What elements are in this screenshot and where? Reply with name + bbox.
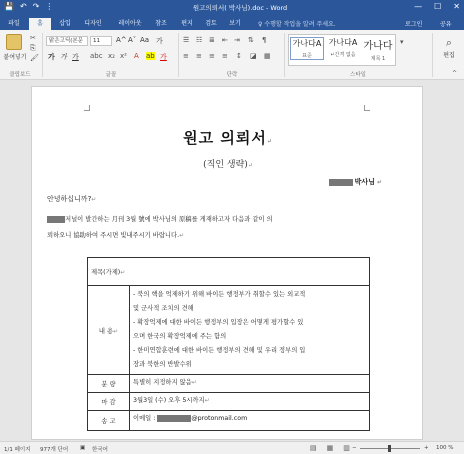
length-label: 분 량 xyxy=(101,381,116,388)
table-row xyxy=(88,375,370,393)
greeting-text: 안녕하십니까? xyxy=(47,195,92,203)
body-text: 뢰하오니 協助하여 주시면 빛내주시기 바랍니다. xyxy=(47,232,180,239)
title-cell[interactable] xyxy=(88,258,370,286)
tab-home[interactable]: 홈 xyxy=(29,18,51,30)
style-normal[interactable] xyxy=(290,37,324,60)
subscript-icon[interactable]: x₂ xyxy=(108,52,115,60)
zoom-out-button[interactable]: − xyxy=(352,445,357,451)
group-divider xyxy=(178,33,179,77)
style-no-spacing[interactable] xyxy=(326,37,360,58)
paragraph-mark: ↵ xyxy=(191,379,197,386)
editing-button[interactable] xyxy=(438,36,460,59)
print-layout-icon[interactable]: ▦ xyxy=(326,444,334,452)
tab-view[interactable]: 보기 xyxy=(229,20,241,27)
borders-icon[interactable]: ▦ xyxy=(264,52,271,60)
content-line: - 확장억제에 대한 바이든 행정부의 입장은 어떻게 평가할수 있 xyxy=(133,319,304,326)
tell-me-search[interactable]: ♀ 수행할 작업을 알려 주세요. xyxy=(258,21,336,28)
status-bar xyxy=(0,441,464,454)
decrease-indent-icon[interactable]: ⇤ xyxy=(222,36,228,44)
title-label: 제목(가제) xyxy=(91,269,121,276)
styles-group-label: 스타일 xyxy=(350,72,366,78)
ribbon-home xyxy=(0,30,464,80)
bullets-icon[interactable]: ☰ xyxy=(183,36,190,44)
body-text: 저널이 발간하는 月刊 3월 號에 박사님의 原稿를 게재하고자 다음과 같이 의 xyxy=(65,216,273,223)
highlight-icon[interactable]: ab xyxy=(146,52,155,60)
recipient-suffix: 박사님 xyxy=(354,178,375,186)
undo-icon[interactable]: ↶ xyxy=(19,2,27,11)
group-divider xyxy=(432,33,433,77)
tab-insert[interactable]: 삽입 xyxy=(59,20,71,27)
tab-design[interactable]: 디자인 xyxy=(84,20,102,27)
paragraph-group-label: 단락 xyxy=(226,72,238,78)
align-center-icon[interactable]: ≡ xyxy=(196,52,202,60)
font-size-select[interactable]: 11 xyxy=(90,36,112,46)
styles-gallery xyxy=(288,34,396,66)
redacted-org xyxy=(47,216,65,223)
zoom-slider-thumb[interactable] xyxy=(388,445,391,452)
sort-icon[interactable]: ⇅ xyxy=(248,36,254,44)
change-case-button[interactable]: Aa xyxy=(140,36,150,44)
clipboard-group-label: 클립보드 xyxy=(9,72,31,78)
tab-mailings[interactable]: 편지 xyxy=(181,20,193,27)
length-cell[interactable] xyxy=(130,375,370,393)
paragraph-mark: ↵ xyxy=(204,397,210,404)
bold-button[interactable]: 가 xyxy=(48,53,55,61)
paste-icon[interactable] xyxy=(6,34,22,50)
word-count[interactable]: 977개 단어 xyxy=(40,447,69,453)
editing-label: 편집 xyxy=(443,52,455,59)
redacted-name xyxy=(329,179,353,186)
style-sample: 가나다A xyxy=(292,39,322,48)
close-button[interactable]: ✕ xyxy=(453,2,460,11)
redo-icon[interactable]: ↷ xyxy=(32,2,40,11)
superscript-icon[interactable]: x² xyxy=(120,52,127,60)
strikethrough-icon[interactable]: abc xyxy=(90,52,103,60)
font-group-label: 글꼴 xyxy=(105,72,117,78)
table-row xyxy=(88,258,370,286)
paragraph-mark: ↵ xyxy=(120,269,126,276)
italic-button[interactable]: 가 xyxy=(60,53,67,61)
crop-mark xyxy=(84,105,90,111)
clear-format-button[interactable]: 가 xyxy=(156,37,163,45)
greeting-line xyxy=(47,194,96,204)
document-subtitle xyxy=(32,157,423,170)
table-row xyxy=(88,393,370,411)
customize-qat-icon[interactable]: ⋮ xyxy=(45,2,54,11)
styles-more-icon[interactable]: ▾ xyxy=(400,38,404,46)
proofing-icon[interactable]: ▣ xyxy=(80,445,86,451)
collapse-ribbon-icon[interactable]: ^ xyxy=(452,70,458,77)
content-line: - 한미연합훈련에 대한 바이든 행정부의 견해 및 우리 정부의 입 xyxy=(133,347,306,354)
save-icon[interactable]: 💾 xyxy=(4,2,14,11)
window-title: 원고의뢰서( 박사님).doc - Word xyxy=(192,4,288,12)
paragraph-mark: ↵ xyxy=(376,178,382,186)
content-line: 장과 북한의 반발수위 xyxy=(133,361,192,368)
share-button[interactable]: 공유 xyxy=(440,21,452,28)
zoom-in-button[interactable]: + xyxy=(424,445,429,451)
table-row xyxy=(88,286,370,375)
title-bar xyxy=(0,0,464,16)
minimize-button[interactable]: — xyxy=(414,2,423,11)
line-spacing-icon[interactable]: ↕ xyxy=(236,52,242,60)
shrink-font-button[interactable]: Aˇ xyxy=(128,36,137,44)
window-controls xyxy=(414,2,460,11)
view-buttons xyxy=(310,444,350,452)
send-label-cell[interactable] xyxy=(88,411,130,431)
send-label: 송 고 xyxy=(101,418,116,425)
style-name: ↵간격 없음 xyxy=(330,52,356,58)
document-title xyxy=(32,127,423,148)
document-page[interactable] xyxy=(31,86,423,440)
style-sample: 가나다A xyxy=(328,38,358,47)
page-count[interactable]: 1/1 페이지 xyxy=(4,447,31,453)
table-row xyxy=(88,411,370,431)
length-label-cell[interactable] xyxy=(88,375,130,393)
content-line: 및 군사적 조치의 견해 xyxy=(133,305,194,312)
maximize-button[interactable]: ☐ xyxy=(434,2,442,11)
content-label: 내 용 xyxy=(98,327,114,335)
content-line: - 북의 핵을 억제하기 위해 바이든 행정부가 취할수 있는 외교적 xyxy=(133,291,306,298)
shading-icon[interactable]: ◪ xyxy=(250,52,257,60)
recipient-line xyxy=(329,177,382,187)
crop-mark xyxy=(364,105,370,111)
paragraph-mark: ↵ xyxy=(247,162,253,169)
style-name: 표준 xyxy=(302,53,312,59)
paragraph-mark: ↵ xyxy=(113,327,119,335)
body-line-1 xyxy=(47,214,273,223)
send-cell[interactable] xyxy=(130,411,370,431)
content-label-cell[interactable] xyxy=(88,286,130,375)
document-canvas[interactable] xyxy=(0,81,464,440)
redacted-email-user xyxy=(157,415,191,422)
deadline-label-cell[interactable] xyxy=(88,393,130,411)
body-line-2 xyxy=(47,230,184,239)
show-marks-icon[interactable]: ¶ xyxy=(262,36,267,44)
request-table xyxy=(87,257,370,431)
ribbon-tab-bar xyxy=(0,16,464,30)
quick-access-toolbar xyxy=(4,2,53,11)
multilevel-list-icon[interactable]: ≣ xyxy=(209,36,215,44)
tab-references[interactable]: 참조 xyxy=(155,20,167,27)
align-left-icon[interactable]: ≡ xyxy=(183,52,189,60)
zoom-level[interactable]: 100 % xyxy=(436,445,454,451)
deadline-value: 3월3일 (수) 오후 5시까지 xyxy=(133,397,205,404)
cut-icon[interactable]: ✂ xyxy=(30,34,36,42)
content-line: 으며 한국의 확장억제에 주는 함의 xyxy=(133,333,227,340)
read-mode-icon[interactable]: ▤ xyxy=(310,444,317,452)
length-value: 특별히 지정하지 않음 xyxy=(133,379,192,386)
tab-review[interactable]: 검토 xyxy=(205,20,217,27)
paragraph-mark: ↵ xyxy=(266,138,273,145)
text-effects-icon[interactable]: A xyxy=(134,52,139,60)
email-prefix: 이메일 : xyxy=(133,415,158,422)
tab-layout[interactable]: 레이아웃 xyxy=(118,20,142,27)
align-right-icon[interactable]: ≡ xyxy=(209,52,215,60)
underline-button[interactable]: 가 xyxy=(72,53,79,61)
numbering-icon[interactable]: ☷ xyxy=(196,36,203,44)
style-sample: 가나다 xyxy=(363,41,393,52)
font-color-icon[interactable]: 가 xyxy=(160,53,167,61)
search-icon: ⌕ xyxy=(445,36,453,49)
grow-font-button[interactable]: A^ xyxy=(116,36,127,44)
web-layout-icon[interactable]: ▥ xyxy=(343,444,350,452)
copy-icon[interactable]: ⎘ xyxy=(30,44,36,52)
paragraph-mark: ↵ xyxy=(91,196,97,203)
style-heading-1[interactable] xyxy=(361,37,395,62)
increase-indent-icon[interactable]: ⇥ xyxy=(234,36,240,44)
signin-link[interactable]: 로그인 xyxy=(405,21,423,28)
justify-icon[interactable]: ≡ xyxy=(222,52,228,60)
style-name: 제목 1 xyxy=(370,56,386,62)
paste-button-label[interactable]: 붙여넣기 xyxy=(3,54,27,61)
group-divider xyxy=(42,33,43,77)
deadline-label: 마 감 xyxy=(101,399,116,406)
paragraph-mark: ↵ xyxy=(179,232,185,239)
document-title-text: 원고 의뢰서 xyxy=(183,129,267,147)
deadline-cell[interactable] xyxy=(130,393,370,411)
document-subtitle-text: (직인 생략) xyxy=(203,160,248,170)
content-cell[interactable] xyxy=(130,286,370,375)
language-indicator[interactable]: 한국어 xyxy=(92,447,108,453)
tab-file[interactable]: 파일 xyxy=(8,20,20,27)
format-painter-icon[interactable]: 🖌 xyxy=(30,54,39,62)
font-name-select[interactable]: 맑은고딕(본문 xyxy=(46,36,88,46)
email-domain: @protonmail.com xyxy=(191,415,248,422)
group-divider xyxy=(284,33,285,77)
